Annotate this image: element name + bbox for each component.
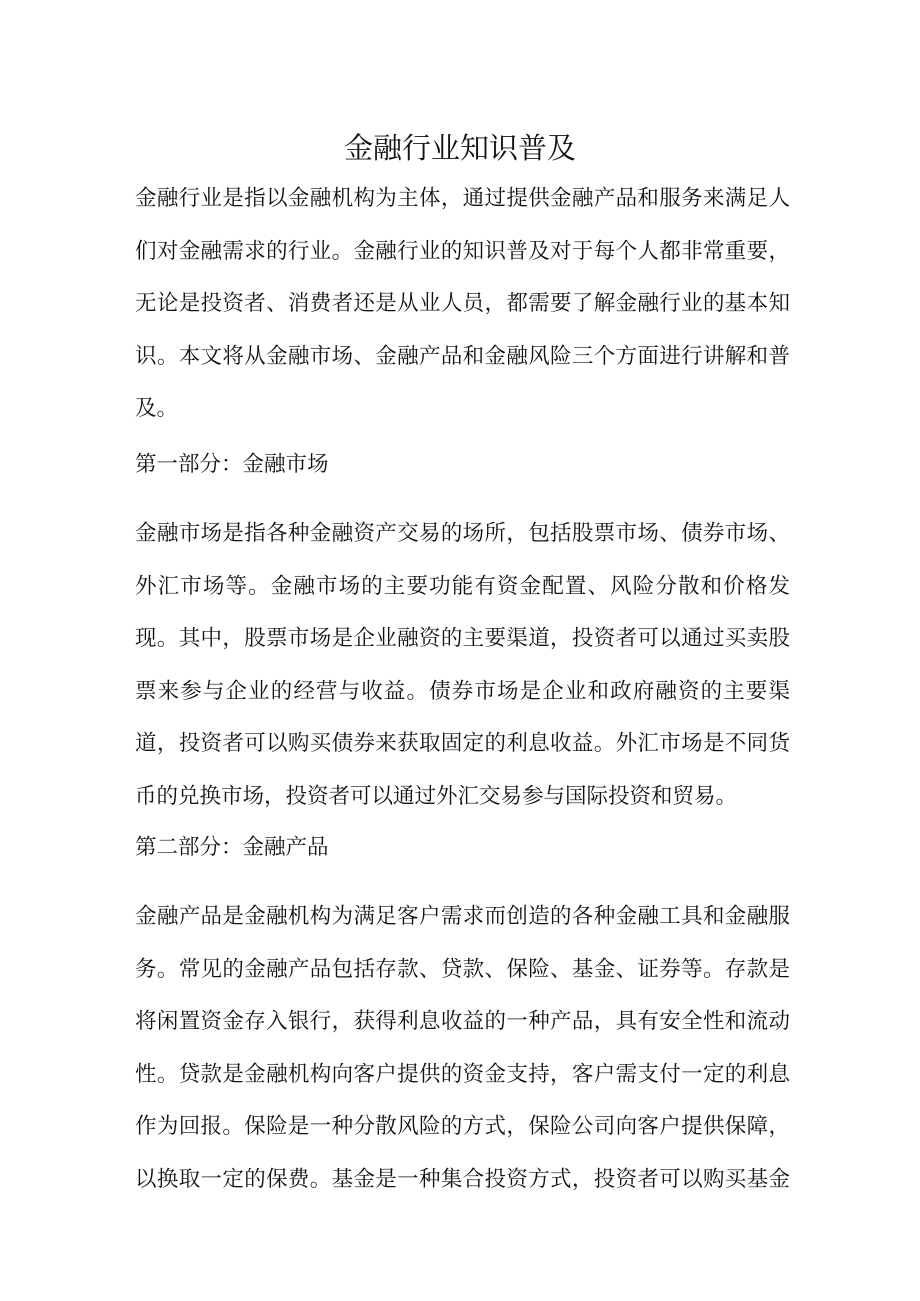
intro-line: 识。本文将从金融市场、金融产品和金融风险三个方面进行讲解和普	[135, 343, 790, 369]
intro-line: 及。	[135, 396, 179, 422]
section2-line: 金融产品是金融机构为满足客户需求而创造的各种金融工具和金融服	[135, 904, 790, 929]
section1-line: 外汇市场等。金融市场的主要功能有资金配置、风险分散和价格发	[135, 573, 790, 599]
section2-line: 务。常见的金融产品包括存款、贷款、保险、基金、证券等。存款是	[135, 956, 790, 982]
section1-line: 道，投资者可以购买债券来获取固定的利息收益。外汇市场是不同货	[135, 731, 790, 757]
section1-paragraph	[135, 508, 790, 824]
intro-paragraph	[135, 173, 790, 436]
section1-line: 现。其中，股票市场是企业融资的主要渠道，投资者可以通过买卖股	[135, 626, 790, 652]
intro-line: 们对金融需求的行业。金融行业的知识普及对于每个人都非常重要，	[135, 238, 790, 264]
section1-heading: 第一部分：金融市场	[135, 452, 329, 477]
section1-line: 金融市场是指各种金融资产交易的场所，包括股票市场、债券市场、	[135, 521, 790, 546]
section2-line: 性。贷款是金融机构向客户提供的资金支持，客户需支付一定的利息	[135, 1061, 790, 1087]
section2-line: 将闲置资金存入银行，获得利息收益的一种产品，具有安全性和流动	[135, 1009, 790, 1035]
section2-heading: 第二部分：金融产品	[135, 835, 329, 860]
section2-line: 作为回报。保险是一种分散风险的方式，保险公司向客户提供保障，	[135, 1114, 790, 1140]
section1-line: 币的兑换市场，投资者可以通过外汇交易参与国际投资和贸易。	[135, 783, 738, 809]
section1-line: 票来参与企业的经营与收益。债券市场是企业和政府融资的主要渠	[135, 678, 790, 704]
section2-line: 以换取一定的保费。基金是一种集合投资方式，投资者可以购买基金	[135, 1166, 790, 1192]
section2-paragraph	[135, 891, 790, 1207]
intro-line: 金融行业是指以金融机构为主体，通过提供金融产品和服务来满足人	[135, 186, 790, 211]
intro-line: 无论是投资者、消费者还是从业人员，都需要了解金融行业的基本知	[135, 291, 790, 317]
document-title: 金融行业知识普及	[343, 131, 576, 165]
